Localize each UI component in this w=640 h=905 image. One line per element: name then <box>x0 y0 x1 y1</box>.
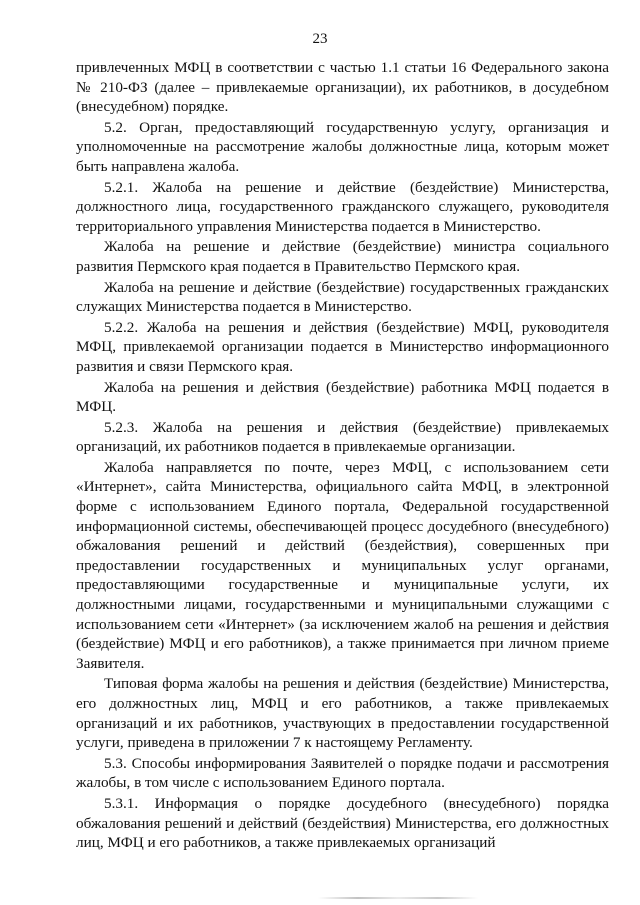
document-body <box>76 58 609 854</box>
page-number: 23 <box>312 31 328 47</box>
paragraph: Жалоба на решения и действия (бездействие) работника МФЦ подается в МФЦ. <box>76 378 609 416</box>
paragraph: привлеченных МФЦ в соответствии с частью 1.1 статьи 16 Федерального закона № 210-ФЗ (далее – привлекаемые организации), их работников, в досудебном (внесудебном) порядке. <box>76 59 609 116</box>
scan-artifact <box>318 897 478 899</box>
paragraph: 5.2. Орган, предоставляющий государственную услугу, организация и уполномоченные на рассмотрение жалобы должностные лица, которым может быть направлена жалоба. <box>76 118 609 175</box>
paragraph: 5.2.2. Жалоба на решения и действия (бездействие) МФЦ, руководителя МФЦ, привлекаемой организации подается в Министерство информационного развития и связи Пермского края. <box>76 318 609 375</box>
paragraph: Жалоба направляется по почте, через МФЦ, с использованием сети «Интернет», сайта Министерства, официального сайта МФЦ, в электронной форме с использованием Единого портала, Федеральной государственной информационной системы, обеспечивающей процесс досудебного (внесудебного) обжалования решений и действий (бездействия), совершенных при предоставлении государственных и муниципальных услуг органами, предоставляющими государственные и муниципальные услуги, их должностными лицами, государственными и муниципальными служащими с использованием сети «Интернет» (за исключением жалоб на решения и действия (бездействие) МФЦ и его работников), а также принимается при личном приеме Заявителя. <box>76 458 609 672</box>
paragraph: 5.3.1. Информация о порядке досудебного (внесудебного) порядка обжалования решений и действий (бездействия) Министерства, его должностных лиц, МФЦ и его работников, а также привлекаемых организаций <box>76 794 609 852</box>
paragraph: Жалоба на решение и действие (бездействие) министра социального развития Пермского края подается в Правительство Пермского края. <box>76 238 609 275</box>
paragraph: 5.2.3. Жалоба на решения и действия (бездействие) привлекаемых организаций, их работников подается в привлекаемые организации. <box>76 418 609 456</box>
paragraph: Типовая форма жалобы на решения и действия (бездействие) Министерства, его должностных лиц, МФЦ и его работников, а также привлекаемых организаций и их работников, участвующих в предоставлении государственной услуги, приведена в приложении 7 к настоящему Регламенту. <box>76 675 609 752</box>
paragraph: 5.2.1. Жалоба на решение и действие (бездействие) Министерства, должностного лица, государственного гражданского служащего, руководителя территориального управления Министерства подается в Министерство. <box>76 178 609 235</box>
paragraph: 5.3. Способы информирования Заявителей о порядке подачи и рассмотрения жалобы, в том числе с использованием Единого портала. <box>76 754 609 792</box>
paragraph: Жалоба на решение и действие (бездействие) государственных гражданских служащих Министерства подается в Министерство. <box>76 278 609 316</box>
